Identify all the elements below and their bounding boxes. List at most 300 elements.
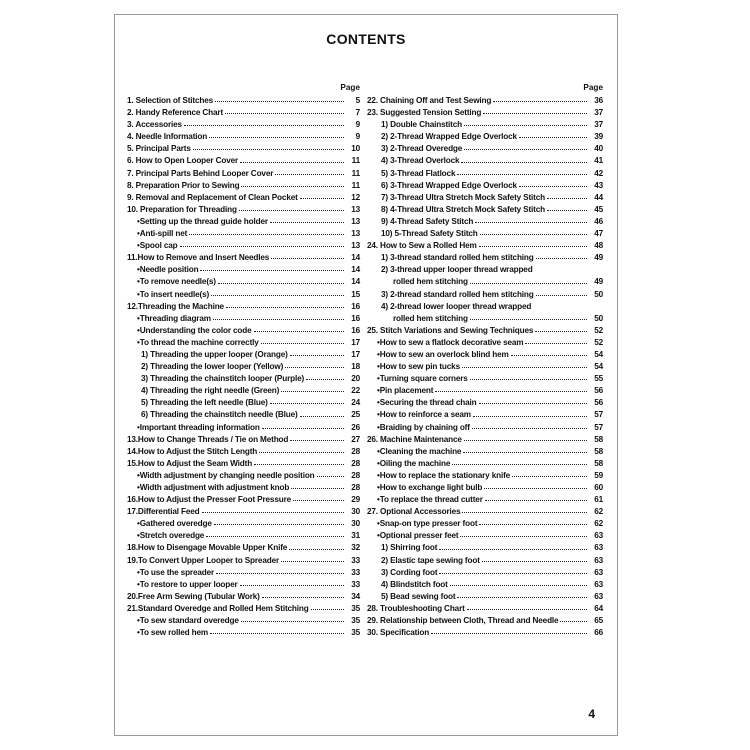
toc-entry-page: 30	[351, 507, 360, 517]
dot-leader	[519, 186, 587, 187]
dot-leader	[240, 162, 344, 163]
toc-entry	[367, 409, 603, 421]
dot-leader	[300, 416, 344, 417]
dot-leader	[560, 621, 587, 622]
toc-entry	[367, 482, 603, 494]
dot-leader	[439, 573, 587, 574]
toc-entry-title: 8. Preparation Prior to Sewing	[127, 180, 240, 190]
toc-entry-page: 33	[351, 555, 360, 565]
toc-entry	[367, 361, 603, 373]
toc-right-column	[367, 81, 603, 639]
toc-entry-title: 22. Chaining Off and Test Sewing	[367, 96, 492, 105]
toc-entry-title: •Turning square corners	[377, 374, 468, 384]
toc-entry-title: 7) 3-Thread Ultra Stretch Mock Safety Stitch	[381, 192, 546, 202]
toc-entry	[367, 373, 603, 385]
toc-entry-page: 11	[351, 168, 360, 178]
toc-entry	[367, 591, 603, 603]
dot-leader	[475, 222, 587, 223]
toc-entry-page: 58	[594, 434, 603, 444]
toc-entry	[127, 107, 360, 119]
toc-entry-page: 15	[351, 289, 360, 299]
toc-entry-title: •Setting up the thread guide holder	[137, 216, 268, 226]
toc-entry	[367, 603, 603, 615]
dot-leader	[275, 174, 344, 175]
toc-entry	[367, 530, 603, 542]
toc-entry-title: •Understanding the color code	[137, 325, 252, 335]
toc-entry-page: 45	[594, 204, 603, 214]
dot-leader	[450, 585, 587, 586]
toc-entry	[127, 603, 360, 615]
toc-entry-page: 13	[351, 204, 360, 214]
toc-entry	[367, 155, 603, 167]
toc-entry-page: 29	[351, 495, 360, 505]
toc-entry	[367, 470, 603, 482]
dot-leader	[216, 573, 344, 574]
toc-entry-title: •To sew rolled hem	[137, 628, 208, 638]
dot-leader	[261, 343, 344, 344]
dot-leader	[482, 561, 587, 562]
toc-entry-page: 35	[351, 603, 360, 613]
toc-entry	[367, 434, 603, 446]
toc-entry	[367, 422, 603, 434]
toc-entry-title: 6) Threading the chainstitch needle (Blue)	[141, 410, 298, 420]
toc-entry-page: 14	[351, 265, 360, 275]
toc-entry	[367, 325, 603, 337]
toc-entry	[367, 385, 603, 397]
dot-leader	[463, 452, 587, 453]
dot-leader	[281, 391, 344, 392]
toc-entry-page: 26	[351, 422, 360, 432]
toc-entry-title: 15.How to Adjust the Seam Width	[127, 458, 253, 468]
toc-entry-title: •To restore to upper looper	[137, 579, 238, 589]
toc-entry-page: 63	[594, 531, 603, 541]
toc-entry-page: 63	[594, 555, 603, 565]
toc-entry	[367, 240, 603, 252]
toc-entry	[367, 107, 603, 119]
toc-entry	[367, 627, 603, 639]
dot-leader	[293, 500, 344, 501]
toc-entry	[127, 627, 360, 639]
dot-leader	[259, 452, 344, 453]
toc-entry-title: 6) 3-Thread Wrapped Edge Overlock	[381, 180, 517, 190]
toc-entry-page: 54	[594, 349, 603, 359]
dot-leader	[211, 295, 344, 296]
toc-entry	[127, 349, 360, 361]
toc-entry-page: 40	[594, 144, 603, 154]
toc-entry-title: 21.Standard Overedge and Rolled Hem Stitching	[127, 603, 309, 613]
toc-entry-title: •Needle position	[137, 265, 199, 275]
toc-entry	[127, 494, 360, 506]
manual-page	[114, 14, 618, 736]
dot-leader	[457, 174, 587, 175]
toc-entry-page: 64	[594, 603, 603, 613]
dot-leader	[306, 379, 344, 380]
dot-leader	[270, 403, 344, 404]
dot-leader	[464, 125, 587, 126]
toc-entry-page: 9	[355, 120, 360, 130]
dot-leader	[457, 597, 587, 598]
toc-entry-title: 4) Blindstitch foot	[381, 579, 448, 589]
dot-leader	[452, 464, 587, 465]
toc-entry	[367, 119, 603, 131]
toc-entry	[127, 567, 360, 579]
toc-entry-title: 29. Relationship between Cloth, Thread and Needle	[367, 616, 559, 626]
toc-entry	[127, 276, 360, 288]
toc-entry-page: 33	[351, 567, 360, 577]
dot-leader	[241, 186, 344, 187]
toc-entry	[367, 506, 603, 518]
toc-entry	[127, 119, 360, 131]
toc-entry-page: 41	[594, 156, 603, 166]
dot-leader	[240, 585, 344, 586]
toc-entry-page: 28	[351, 470, 360, 480]
toc-entry-title: 16.How to Adjust the Presser Foot Pressure	[127, 495, 292, 505]
toc-entry	[127, 240, 360, 252]
toc-entry-page: 52	[594, 325, 603, 335]
dot-leader	[536, 295, 587, 296]
toc-entry-page: 63	[594, 567, 603, 577]
toc-entry	[127, 446, 360, 458]
toc-entry-title: 11.How to Remove and Insert Needles	[127, 253, 270, 263]
toc-entry	[127, 397, 360, 409]
dot-leader	[311, 609, 344, 610]
toc-entry-title: 12.Threading the Machine	[127, 301, 224, 311]
toc-entry-page: 27	[351, 434, 360, 444]
toc-entry-page: 63	[594, 579, 603, 589]
toc-entry-title: 27. Optional Accessories	[367, 507, 461, 517]
toc-entry-page: 36	[594, 96, 603, 105]
dot-leader	[547, 210, 587, 211]
toc-entry	[367, 458, 603, 470]
toc-entry-page: 57	[594, 422, 603, 432]
dot-leader	[290, 440, 344, 441]
toc-entry-page: 14	[351, 253, 360, 263]
toc-entry	[127, 385, 360, 397]
toc-entry-page: 47	[594, 229, 603, 239]
toc-entry-title: rolled hem stitching	[393, 313, 468, 323]
toc-entry-title: 1) 3-thread standard rolled hem stitching	[381, 253, 534, 263]
toc-entry-title: 23. Suggested Tension Setting	[367, 108, 482, 118]
toc-entry-page: 54	[594, 362, 603, 372]
dot-leader	[285, 367, 344, 368]
toc-entry	[127, 530, 360, 542]
dot-leader	[485, 500, 587, 501]
toc-entry-page: 28	[351, 446, 360, 456]
dot-leader	[479, 246, 587, 247]
toc-entry	[367, 228, 603, 240]
dot-leader	[525, 343, 587, 344]
toc-entry-title: 1. Selection of Stitches	[127, 96, 214, 105]
toc-entry-title: •Securing the thread chain	[377, 398, 477, 408]
toc-entry-title: 3) Cording foot	[381, 567, 438, 577]
toc-entry-page: 25	[351, 410, 360, 420]
toc-entry-page: 58	[594, 458, 603, 468]
toc-entry-title: •Stretch overedge	[137, 531, 205, 541]
dot-leader	[464, 440, 587, 441]
toc-entry-title: 1) Shirring foot	[381, 543, 438, 553]
dot-leader	[493, 101, 587, 102]
toc-entry-title: 9. Removal and Replacement of Clean Pocket	[127, 192, 298, 202]
dot-leader	[535, 331, 587, 332]
toc-entry	[127, 506, 360, 518]
toc-entry-page: 61	[594, 495, 603, 505]
dot-leader	[225, 113, 344, 114]
toc-entry	[127, 434, 360, 446]
toc-entry-title: •How to sew an overlock blind hem	[377, 349, 509, 359]
toc-entry-title: 30. Specification	[367, 628, 430, 638]
toc-entry	[127, 325, 360, 337]
dot-leader	[239, 210, 344, 211]
toc-entry	[367, 216, 603, 228]
toc-entry	[127, 555, 360, 567]
toc-list-right	[367, 95, 603, 639]
dot-leader	[193, 149, 344, 150]
toc-entry	[127, 289, 360, 301]
dot-leader	[473, 416, 587, 417]
toc-entry-title: •To insert needle(s)	[137, 289, 210, 299]
toc-entry	[127, 301, 360, 313]
toc-entry-title: 13.How to Change Threads / Tie on Method	[127, 434, 289, 444]
toc-entry-page: 59	[594, 470, 603, 480]
toc-entry-page: 30	[351, 519, 360, 529]
dot-leader	[479, 403, 587, 404]
toc-entry	[367, 494, 603, 506]
toc-entry-title: 3) 2-Thread Overedge	[381, 144, 463, 154]
toc-entry-title: •To thread the machine correctly	[137, 337, 259, 347]
toc-entry-title: •Important threading information	[137, 422, 260, 432]
toc-entry-page: 56	[594, 386, 603, 396]
toc-entry-title: 2. Handy Reference Chart	[127, 108, 224, 118]
dot-leader	[271, 258, 344, 259]
toc-entry-title: 5) Threading the left needle (Blue)	[141, 398, 268, 408]
dot-leader	[209, 137, 344, 138]
toc-entry-page: 65	[594, 616, 603, 626]
toc-entry	[127, 131, 360, 143]
toc-entry	[367, 518, 603, 530]
toc-entry-title: 2) Elastic tape sewing foot	[381, 555, 480, 565]
toc-entry-title: •Threading diagram	[137, 313, 211, 323]
toc-entry	[367, 252, 603, 264]
toc-entry-title: 28. Troubleshooting Chart	[367, 603, 465, 613]
toc-entry-title: •How to sew pin tucks	[377, 362, 460, 372]
dot-leader	[519, 137, 587, 138]
toc-entry	[367, 313, 603, 325]
dot-leader	[262, 428, 344, 429]
toc-entry-title: 1) Threading the upper looper (Orange)	[141, 349, 288, 359]
toc-entry-title: 20.Free Arm Sewing (Tubular Work)	[127, 591, 260, 601]
dot-leader	[464, 149, 587, 150]
dot-leader	[300, 198, 344, 199]
toc-entry	[127, 168, 360, 180]
dot-leader	[317, 476, 344, 477]
dot-leader	[467, 609, 587, 610]
toc-entry	[367, 397, 603, 409]
toc-entry-title: 5. Principal Parts	[127, 144, 191, 154]
toc-entry-page: 49	[594, 277, 603, 287]
toc-entry-title: •Width adjustment by changing needle position	[137, 470, 315, 480]
toc-entry-page: 33	[351, 579, 360, 589]
toc-entry	[127, 361, 360, 373]
toc-list-left	[127, 95, 360, 639]
toc-entry-title: 24. How to Sew a Rolled Hem	[367, 241, 477, 251]
toc-entry	[367, 289, 603, 301]
toc-entry	[367, 204, 603, 216]
toc-entry	[367, 180, 603, 192]
toc-entry-page: 44	[594, 192, 603, 202]
page-column-header: Page	[340, 83, 360, 92]
toc-entry-page: 39	[594, 132, 603, 142]
toc-entry	[127, 95, 360, 107]
toc-entry-title: •Gathered overedge	[137, 519, 212, 529]
dot-leader	[479, 524, 587, 525]
toc-entry-title: 26. Machine Maintenance	[367, 434, 462, 444]
toc-entry-title: •How to reinforce a seam	[377, 410, 471, 420]
dot-leader	[483, 113, 587, 114]
dot-leader	[484, 488, 587, 489]
toc-entry-page: 35	[351, 616, 360, 626]
dot-leader	[289, 549, 344, 550]
toc-entry-page: 55	[594, 374, 603, 384]
toc-entry	[127, 143, 360, 155]
toc-entry	[367, 143, 603, 155]
dot-leader	[270, 222, 344, 223]
toc-entry-page: 63	[594, 591, 603, 601]
toc-entry-page: 50	[594, 313, 603, 323]
toc-entry	[367, 264, 603, 276]
toc-entry-title: 10) 5-Thread Safety Stitch	[381, 229, 478, 239]
toc-entry-page: 52	[594, 337, 603, 347]
toc-entry-page: 49	[594, 253, 603, 263]
toc-entry	[127, 422, 360, 434]
toc-entry	[367, 95, 603, 107]
toc-entry-title: •How to exchange light bulb	[377, 483, 483, 492]
dot-leader	[200, 270, 344, 271]
toc-entry-page: 16	[351, 313, 360, 323]
dot-leader	[290, 355, 344, 356]
toc-entry-title: •Width adjustment with adjustment knob	[137, 483, 290, 492]
toc-entry-title: 2) 2-Thread Wrapped Edge Overlock	[381, 132, 517, 142]
toc-entry	[367, 276, 603, 288]
page-title: CONTENTS	[326, 31, 406, 47]
toc-entry-page: 37	[594, 108, 603, 118]
toc-entry-page: 35	[351, 628, 360, 638]
toc-entry-page: 17	[351, 349, 360, 359]
toc-entry-title: •Spool cap	[137, 241, 178, 251]
dot-leader	[480, 234, 587, 235]
toc-entry	[127, 180, 360, 192]
toc-entry-page: 7	[355, 108, 360, 118]
toc-entry-title: •Snap-on type presser foot	[377, 519, 478, 529]
toc-entry-title: 4. Needle Information	[127, 132, 208, 142]
toc-entry	[127, 482, 360, 494]
dot-leader	[189, 234, 344, 235]
toc-entry-title: •Braiding by chaining off	[377, 422, 470, 432]
toc-entry	[127, 313, 360, 325]
toc-entry-title: •Pin placement	[377, 386, 434, 396]
dot-leader	[462, 512, 587, 513]
dot-leader	[184, 125, 344, 126]
toc-entry-title: •To use the spreader	[137, 567, 215, 577]
dot-leader	[460, 536, 587, 537]
toc-entry-page: 20	[351, 374, 360, 384]
toc-entry-page: 60	[594, 483, 603, 492]
toc-entry	[127, 264, 360, 276]
toc-entry	[127, 373, 360, 385]
toc-entry-page: 12	[351, 192, 360, 202]
toc-entry-page: 13	[351, 216, 360, 226]
toc-entry-title: •How to replace the stationary knife	[377, 470, 511, 480]
toc-entry-page: 63	[594, 543, 603, 553]
dot-leader	[470, 283, 587, 284]
toc-entry	[367, 615, 603, 627]
toc-entry-title: •How to sew a flatlock decorative seam	[377, 337, 524, 347]
toc-entry-title: •Anti-spill net	[137, 229, 188, 239]
toc-entry-page: 5	[355, 96, 360, 105]
toc-entry-page: 10	[351, 144, 360, 154]
dot-leader	[254, 331, 344, 332]
dot-leader	[439, 549, 587, 550]
toc-entry-page: 11	[351, 180, 360, 190]
toc-entry	[127, 458, 360, 470]
dot-leader	[462, 367, 587, 368]
toc-entry-page: 37	[594, 120, 603, 130]
toc-entry-title: 18.How to Disengage Movable Upper Knife	[127, 543, 288, 553]
toc-entry-page: 66	[594, 628, 603, 638]
toc-entry-page: 17	[351, 337, 360, 347]
toc-entry	[127, 337, 360, 349]
toc-entry-page: 28	[351, 458, 360, 468]
toc-entry	[127, 228, 360, 240]
toc-entry-page: 62	[594, 519, 603, 529]
dot-leader	[470, 319, 587, 320]
toc-entry-title: •To remove needle(s)	[137, 277, 216, 287]
toc-entry	[127, 192, 360, 204]
dot-leader	[254, 464, 344, 465]
toc-entry	[367, 192, 603, 204]
toc-entry-page: 24	[351, 398, 360, 408]
toc-entry-title: rolled hem stitching	[393, 277, 468, 287]
toc-entry	[127, 579, 360, 591]
dot-leader	[536, 258, 587, 259]
dot-leader	[226, 307, 344, 308]
toc-entry-page: 42	[594, 168, 603, 178]
toc-entry-page: 22	[351, 386, 360, 396]
toc-entry-page: 34	[351, 591, 360, 601]
dot-leader	[213, 319, 344, 320]
toc-entry	[127, 518, 360, 530]
dot-leader	[202, 512, 344, 513]
dot-leader	[547, 198, 587, 199]
toc-entry-page: 28	[351, 483, 360, 492]
toc-entry-page: 32	[351, 543, 360, 553]
toc-entry-title: 4) Threading the right needle (Green)	[141, 386, 280, 396]
toc-entry-title: 7. Principal Parts Behind Looper Cover	[127, 168, 274, 178]
toc-entry-title: 3. Accessories	[127, 120, 182, 130]
dot-leader	[180, 246, 345, 247]
dot-leader	[512, 476, 587, 477]
dot-leader	[431, 633, 587, 634]
dot-leader	[262, 597, 344, 598]
toc-entry-title: 5) 3-Thread Flatlock	[381, 168, 456, 178]
dot-leader	[511, 355, 587, 356]
toc-entry-title: 3) 2-thread standard rolled hem stitching	[381, 289, 534, 299]
toc-entry-page: 18	[351, 362, 360, 372]
toc-entry	[127, 615, 360, 627]
toc-entry-title: 19.To Convert Upper Looper to Spreader	[127, 555, 280, 565]
toc-entry-title: 4) 2-thread lower looper thread wrapped	[381, 301, 532, 311]
dot-leader	[291, 488, 344, 489]
toc-entry-page: 13	[351, 241, 360, 251]
